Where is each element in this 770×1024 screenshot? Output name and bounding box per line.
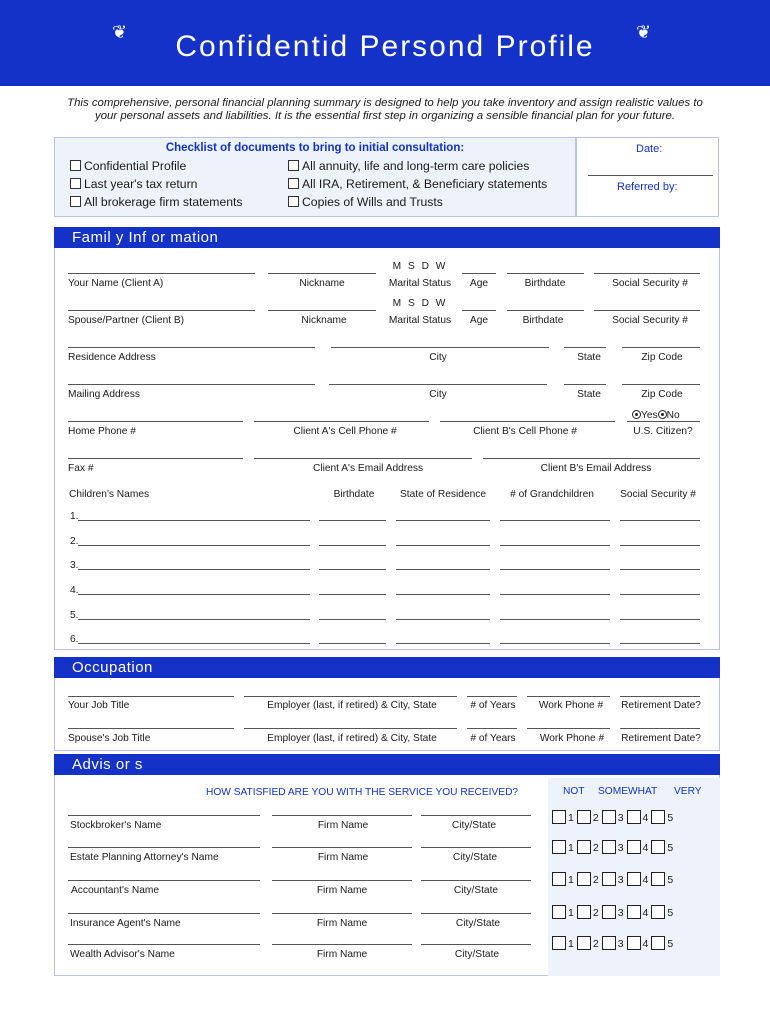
marital-options[interactable]: M S D W: [392, 298, 448, 309]
client-a-name-field[interactable]: [68, 273, 255, 274]
child-birthdate-field[interactable]: [319, 520, 386, 521]
residence-address-label: Residence Address: [68, 352, 156, 363]
rating-checkbox-icon[interactable]: [651, 872, 665, 886]
child-ssn-field[interactable]: [620, 569, 700, 570]
rating-checkbox-icon[interactable]: [577, 936, 591, 950]
checkbox-icon[interactable]: [288, 160, 299, 171]
advisor-firm-field[interactable]: [272, 815, 412, 816]
employer-label: Employer (last, if retired) & City, State: [267, 700, 437, 711]
rating-checkbox-icon[interactable]: [552, 905, 566, 919]
advisor-name-field[interactable]: [68, 944, 260, 945]
advisor-name-field[interactable]: [68, 880, 260, 881]
marital-options[interactable]: M S D W: [392, 261, 448, 272]
marital-status-label: Marital Status: [388, 278, 452, 289]
child-state-field[interactable]: [396, 594, 490, 595]
firm-name-label: Firm Name: [316, 918, 368, 929]
rating-checkbox-icon[interactable]: [602, 840, 616, 854]
checklist-item[interactable]: Confidential Profile: [70, 159, 186, 173]
child-state-field[interactable]: [396, 569, 490, 570]
home-phone-field[interactable]: [68, 421, 243, 422]
city-state-label: City/State: [453, 885, 499, 896]
checklist-item[interactable]: All brokerage firm statements: [70, 195, 243, 209]
child-name-field[interactable]: [78, 643, 310, 644]
age-label: Age: [469, 315, 489, 326]
rating-checkbox-icon[interactable]: [651, 810, 665, 824]
firm-name-label: Firm Name: [317, 852, 369, 863]
child-name-field[interactable]: [78, 619, 310, 620]
rating-checkbox-icon[interactable]: [627, 936, 641, 950]
client-b-age-field[interactable]: [462, 310, 496, 311]
employer-label: Employer (last, if retired) & City, State: [267, 733, 437, 744]
flourish-right-icon: ❦: [636, 22, 652, 42]
rating-checkbox-icon[interactable]: [602, 905, 616, 919]
child-name-field[interactable]: [78, 520, 310, 521]
mailing-address-field[interactable]: [68, 384, 315, 385]
checkbox-icon[interactable]: [70, 160, 81, 171]
spouse-years-field[interactable]: [467, 728, 517, 729]
client-a-cell-label: Client A's Cell Phone #: [293, 426, 397, 437]
children-birthdate-label: Birthdate: [333, 489, 375, 500]
family-section-header: Famil y Inf or mation: [54, 227, 720, 248]
child-state-field[interactable]: [396, 619, 490, 620]
firm-name-label: Firm Name: [317, 820, 369, 831]
client-a-email-field[interactable]: [254, 458, 472, 459]
spouse-work-phone-field[interactable]: [527, 728, 610, 729]
zip-label: Zip Code: [641, 389, 683, 400]
child-birthdate-field[interactable]: [319, 569, 386, 570]
intro-line-2: your personal assets and liabilities. It is the essential first step in organizing a sensible financial plan for your future.: [95, 110, 675, 122]
child-ssn-field[interactable]: [620, 643, 700, 644]
residence-zip-field[interactable]: [622, 347, 700, 348]
marital-status-label: Marital Status: [388, 315, 452, 326]
city-state-label: City/State: [454, 949, 500, 960]
client-b-name-label: Spouse/Partner (Client B): [68, 315, 185, 326]
advisor-city-field[interactable]: [421, 944, 531, 945]
children-state-label: State of Residence: [399, 489, 487, 500]
child-number: 4.: [70, 585, 79, 596]
child-name-field[interactable]: [78, 545, 310, 546]
client-a-nickname-field[interactable]: [268, 273, 376, 274]
spouse-retirement-field[interactable]: [620, 728, 700, 729]
client-b-name-field[interactable]: [68, 310, 255, 311]
children-names-label: Children's Names: [69, 489, 150, 500]
years-label: # of Years: [470, 700, 516, 711]
child-grandchildren-field[interactable]: [500, 619, 610, 620]
child-number: 6.: [70, 634, 79, 645]
rating-row[interactable]: 1 2 3 4 5: [550, 838, 674, 856]
client-b-cell-field[interactable]: [440, 421, 615, 422]
stockbroker-label: Stockbroker's Name: [70, 820, 162, 831]
client-b-birthdate-field[interactable]: [507, 310, 584, 311]
rating-checkbox-icon[interactable]: [602, 810, 616, 824]
rating-row[interactable]: 1 2 3 4 5: [550, 903, 674, 921]
date-label: Date:: [636, 143, 663, 155]
rating-row[interactable]: 1 2 3 4 5: [550, 808, 674, 826]
children-ssn-label: Social Security #: [620, 489, 696, 500]
advisor-city-field[interactable]: [421, 913, 531, 914]
child-grandchildren-field[interactable]: [500, 594, 610, 595]
advisor-firm-field[interactable]: [272, 913, 412, 914]
your-job-title-label: Your Job Title: [68, 700, 130, 711]
child-ssn-field[interactable]: [620, 594, 700, 595]
residence-state-field[interactable]: [564, 347, 606, 348]
city-label: City: [429, 389, 447, 400]
checklist-item[interactable]: Last year's tax return: [70, 177, 197, 191]
mailing-state-field[interactable]: [564, 384, 606, 385]
mailing-city-field[interactable]: [329, 384, 547, 385]
scale-label-not: NOT: [563, 786, 585, 797]
rating-row[interactable]: 1 2 3 4 5: [550, 870, 674, 888]
checklist-item[interactable]: All IRA, Retirement, & Beneficiary statements: [288, 177, 547, 191]
child-name-field[interactable]: [78, 569, 310, 570]
rating-checkbox-icon[interactable]: [577, 840, 591, 854]
rating-checkbox-icon[interactable]: [627, 872, 641, 886]
citizen-field[interactable]: [627, 421, 700, 422]
your-retirement-field[interactable]: [620, 696, 700, 697]
years-label: # of Years: [470, 733, 516, 744]
rating-checkbox-icon[interactable]: [627, 905, 641, 919]
your-employer-field[interactable]: [244, 696, 457, 697]
rating-checkbox-icon[interactable]: [651, 936, 665, 950]
client-a-birthdate-field[interactable]: [507, 273, 584, 274]
fax-label: Fax #: [68, 463, 94, 474]
child-name-field[interactable]: [78, 594, 310, 595]
checkbox-icon[interactable]: [70, 196, 81, 207]
client-a-name-label: Your Name (Client A): [68, 278, 164, 289]
home-phone-label: Home Phone #: [68, 426, 136, 437]
checklist-title: Checklist of documents to bring to initial consultation:: [165, 142, 465, 154]
rating-checkbox-icon[interactable]: [552, 936, 566, 950]
client-b-nickname-field[interactable]: [268, 310, 376, 311]
child-birthdate-field[interactable]: [319, 643, 386, 644]
nickname-label: Nickname: [299, 278, 345, 289]
insurance-agent-label: Insurance Agent's Name: [70, 918, 181, 929]
residence-city-field[interactable]: [331, 347, 549, 348]
rating-row[interactable]: 1 2 3 4 5: [550, 934, 674, 952]
birthdate-label: Birthdate: [522, 315, 564, 326]
page-title: Confidentid Persond Profile: [175, 30, 595, 63]
satisfaction-question: HOW SATISFIED ARE YOU WITH THE SERVICE YOU RECEIVED?: [206, 787, 519, 798]
checkbox-icon[interactable]: [288, 178, 299, 189]
client-b-ssn-field[interactable]: [594, 310, 700, 311]
your-job-title-field[interactable]: [68, 696, 234, 697]
city-state-label: City/State: [455, 918, 501, 929]
us-citizen-label: U.S. Citizen?: [633, 426, 693, 437]
state-label: State: [577, 389, 601, 400]
ssn-label: Social Security #: [612, 278, 688, 289]
state-label: State: [577, 352, 601, 363]
date-field[interactable]: [588, 175, 713, 176]
retirement-label: Retirement Date?: [621, 733, 701, 744]
child-grandchildren-field[interactable]: [500, 520, 610, 521]
client-b-email-field[interactable]: [483, 458, 700, 459]
mailing-address-label: Mailing Address: [68, 389, 140, 400]
spouse-employer-field[interactable]: [244, 728, 457, 729]
zip-label: Zip Code: [641, 352, 683, 363]
checkbox-icon[interactable]: [288, 196, 299, 207]
firm-name-label: Firm Name: [316, 949, 368, 960]
client-a-cell-field[interactable]: [254, 421, 429, 422]
rating-checkbox-icon[interactable]: [602, 872, 616, 886]
child-grandchildren-field[interactable]: [500, 545, 610, 546]
client-b-email-label: Client B's Email Address: [540, 463, 652, 474]
rating-checkbox-icon[interactable]: [627, 840, 641, 854]
city-state-label: City/State: [451, 820, 497, 831]
your-work-phone-field[interactable]: [527, 696, 610, 697]
spouse-job-title-field[interactable]: [68, 728, 234, 729]
mailing-zip-field[interactable]: [622, 384, 700, 385]
checkbox-icon[interactable]: [70, 178, 81, 189]
city-state-label: City/State: [452, 852, 498, 863]
child-state-field[interactable]: [396, 545, 490, 546]
child-ssn-field[interactable]: [620, 520, 700, 521]
flourish-left-icon: ❦: [112, 22, 128, 42]
intro-text: [40, 97, 730, 123]
age-label: Age: [469, 278, 489, 289]
no-radio-icon[interactable]: [658, 410, 667, 419]
rating-checkbox-icon[interactable]: [602, 936, 616, 950]
child-number: 2.: [70, 536, 79, 547]
child-grandchildren-field[interactable]: [500, 569, 610, 570]
client-a-email-label: Client A's Email Address: [312, 463, 424, 474]
wealth-advisor-label: Wealth Advisor's Name: [70, 949, 175, 960]
client-b-cell-label: Client B's Cell Phone #: [473, 426, 577, 437]
advisor-firm-field[interactable]: [272, 847, 412, 848]
rating-checkbox-icon[interactable]: [552, 810, 566, 824]
firm-name-label: Firm Name: [316, 885, 368, 896]
client-a-ssn-field[interactable]: [594, 273, 700, 274]
advisor-city-field[interactable]: [421, 815, 531, 816]
advisors-section-header: Advis or s: [54, 754, 720, 775]
child-ssn-field[interactable]: [620, 619, 700, 620]
advisor-city-field[interactable]: [421, 847, 531, 848]
advisor-firm-field[interactable]: [272, 944, 412, 945]
your-years-field[interactable]: [467, 696, 517, 697]
intro-line-1: This comprehensive, personal financial planning summary is designed to help you take inventory and assign realistic values to: [67, 97, 703, 109]
scale-label-very: VERY: [674, 786, 702, 797]
grandchildren-label: # of Grandchildren: [510, 489, 594, 500]
yes-radio-icon[interactable]: [632, 410, 641, 419]
birthdate-label: Birthdate: [524, 278, 566, 289]
fax-field[interactable]: [68, 458, 243, 459]
rating-checkbox-icon[interactable]: [552, 872, 566, 886]
advisor-city-field[interactable]: [421, 880, 531, 881]
retirement-label: Retirement Date?: [621, 700, 701, 711]
residence-address-field[interactable]: [68, 347, 315, 348]
nickname-label: Nickname: [301, 315, 347, 326]
rating-checkbox-icon[interactable]: [651, 905, 665, 919]
occupation-section-header: Occupation: [54, 657, 720, 678]
child-state-field[interactable]: [396, 520, 490, 521]
estate-attorney-label: Estate Planning Attorney's Name: [70, 852, 219, 863]
rating-checkbox-icon[interactable]: [552, 840, 566, 854]
rating-checkbox-icon[interactable]: [577, 872, 591, 886]
accountant-label: Accountant's Name: [71, 885, 160, 896]
advisor-firm-field[interactable]: [272, 880, 412, 881]
rating-checkbox-icon[interactable]: [627, 810, 641, 824]
child-birthdate-field[interactable]: [319, 619, 386, 620]
child-birthdate-field[interactable]: [319, 594, 386, 595]
spouse-job-title-label: Spouse's Job Title: [68, 733, 151, 744]
work-phone-label: Work Phone #: [539, 733, 605, 744]
rating-checkbox-icon[interactable]: [577, 810, 591, 824]
checklist-item[interactable]: All annuity, life and long-term care policies: [288, 159, 529, 173]
client-a-age-field[interactable]: [462, 273, 496, 274]
checklist-item[interactable]: Copies of Wills and Trusts: [288, 195, 443, 209]
scale-label-somewhat: SOMEWHAT: [598, 786, 658, 797]
child-grandchildren-field[interactable]: [500, 643, 610, 644]
rating-checkbox-icon[interactable]: [577, 905, 591, 919]
child-birthdate-field[interactable]: [319, 545, 386, 546]
child-number: 3.: [70, 560, 79, 571]
family-section-frame: [54, 227, 720, 650]
advisor-name-field[interactable]: [68, 815, 260, 816]
child-state-field[interactable]: [396, 643, 490, 644]
child-number: 5.: [70, 610, 79, 621]
ssn-label: Social Security #: [612, 315, 688, 326]
child-ssn-field[interactable]: [620, 545, 700, 546]
advisor-name-field[interactable]: [68, 913, 260, 914]
child-number: 1.: [70, 511, 79, 522]
referred-by-label: Referred by:: [617, 181, 678, 193]
citizen-radio-group[interactable]: Yes No: [632, 410, 680, 421]
rating-checkbox-icon[interactable]: [651, 840, 665, 854]
advisor-name-field[interactable]: [68, 847, 260, 848]
city-label: City: [429, 352, 447, 363]
work-phone-label: Work Phone #: [538, 700, 604, 711]
